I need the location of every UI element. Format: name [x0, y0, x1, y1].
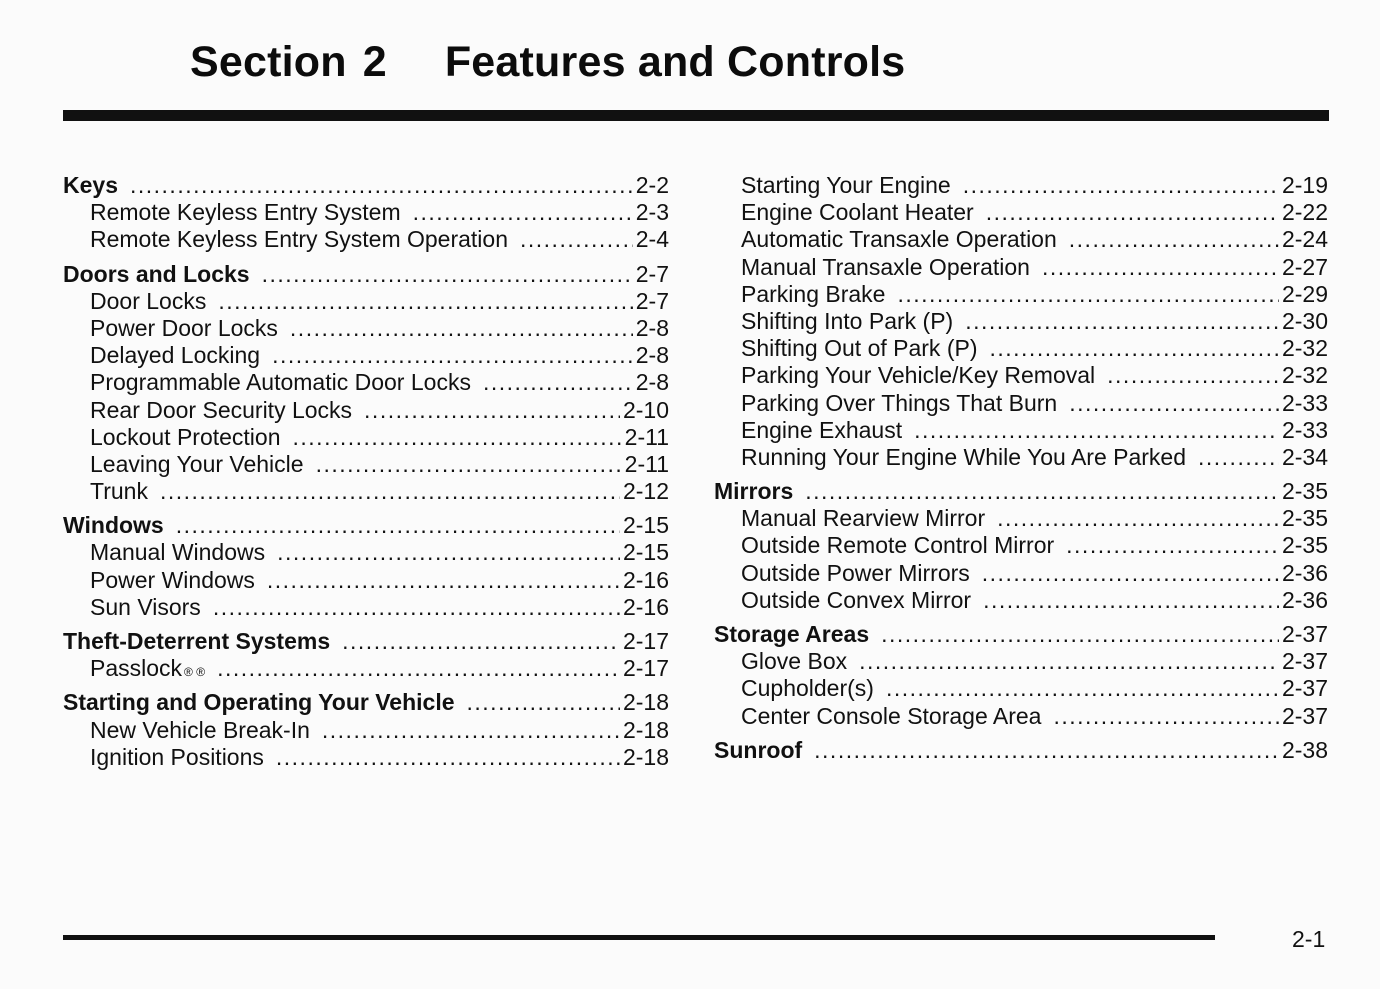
toc-entry-page: 2-35	[1281, 478, 1328, 505]
toc-entry-shifting-into-park-p[interactable]	[714, 308, 1328, 335]
toc-entry-label: Remote Keyless Entry System	[90, 199, 401, 226]
toc-entry-label: Outside Convex Mirror	[741, 586, 972, 613]
toc-entry-parking-over-things-that-burn[interactable]	[714, 390, 1328, 417]
toc-entry-glove-box[interactable]	[714, 648, 1328, 675]
toc-entry-theft-deterrent-systems[interactable]	[63, 628, 669, 655]
dot-leader	[520, 226, 633, 253]
footer-rule	[63, 935, 1215, 940]
toc-entry-label: Lockout Protection	[90, 423, 281, 450]
toc-entry-trunk[interactable]	[63, 478, 669, 505]
toc-entry-page: 2-32	[1281, 335, 1328, 362]
toc-entry-label: Manual Rearview Mirror	[741, 505, 986, 532]
toc-entry-ignition-positions[interactable]	[63, 744, 669, 771]
toc-entry-door-locks[interactable]	[63, 288, 669, 315]
dot-leader	[963, 172, 1279, 199]
toc-entry-label: Automatic Transaxle Operation	[741, 226, 1057, 253]
dot-leader	[217, 655, 620, 682]
toc-entry-label: Power Windows	[90, 566, 255, 593]
toc-entry-label: Delayed Locking	[90, 342, 261, 369]
dot-leader	[364, 397, 620, 424]
toc-entry-label: Shifting Out of Park (P)	[741, 335, 978, 362]
dot-leader	[342, 628, 620, 655]
toc-entry-page: 2-33	[1281, 389, 1328, 416]
toc-entry-power-windows[interactable]	[63, 567, 669, 594]
toc-entry-doors-and-locks[interactable]	[63, 261, 669, 288]
toc-entry-page: 2-38	[1281, 736, 1328, 763]
toc-column-right	[714, 172, 1328, 764]
toc-entry-cupholder-s[interactable]	[714, 675, 1328, 702]
toc-entry-label: Rear Door Security Locks	[90, 396, 353, 423]
toc-entry-parking-brake[interactable]	[714, 281, 1328, 308]
toc-entry-label: Door Locks	[90, 287, 207, 314]
toc-entry-lockout-protection[interactable]	[63, 424, 669, 451]
dot-leader	[914, 417, 1279, 444]
toc-entry-outside-power-mirrors[interactable]	[714, 560, 1328, 587]
toc-entry-page: 2-37	[1281, 702, 1328, 729]
toc-entry-page: 2-10	[622, 396, 669, 423]
toc-entry-leaving-your-vehicle[interactable]	[63, 451, 669, 478]
toc-entry-page: 2-32	[1281, 362, 1328, 389]
toc-entry-engine-exhaust[interactable]	[714, 417, 1328, 444]
toc-entry-page: 2-15	[622, 539, 669, 566]
toc-entry-label: Parking Brake	[741, 280, 886, 307]
toc-entry-page: 2-27	[1281, 253, 1328, 280]
toc-entry-engine-coolant-heater[interactable]	[714, 199, 1328, 226]
dot-leader	[293, 424, 622, 451]
toc-entry-sunroof[interactable]	[714, 737, 1328, 764]
dot-leader	[881, 621, 1279, 648]
dot-leader	[986, 199, 1279, 226]
dot-leader	[1053, 703, 1278, 730]
toc-entry-manual-windows[interactable]	[63, 539, 669, 566]
dot-leader	[965, 308, 1279, 335]
toc-entry-page: 2-18	[622, 716, 669, 743]
dot-leader	[267, 567, 620, 594]
dot-leader	[130, 172, 633, 199]
toc-entry-page: 2-37	[1281, 621, 1328, 647]
toc-entry-page: 2-15	[622, 512, 669, 539]
dot-leader	[322, 717, 620, 744]
toc-entry-label: Shifting Into Park (P)	[741, 307, 954, 334]
dot-leader	[1069, 390, 1279, 417]
dot-leader	[290, 315, 633, 342]
toc-entry-label: Glove Box	[741, 648, 848, 675]
dot-leader	[1069, 226, 1279, 253]
toc-entry-page: 2-35	[1281, 532, 1328, 559]
toc-entry-label: Ignition Positions	[90, 743, 264, 770]
toc-column-left	[63, 172, 669, 771]
page-number: 2-1	[1292, 926, 1326, 952]
toc-entry-page: 2-16	[622, 566, 669, 593]
toc-entry-label: Engine Coolant Heater	[741, 199, 974, 226]
toc-entry-page: 2-19	[1281, 172, 1328, 198]
toc-entry-label: Remote Keyless Entry System Operation	[90, 226, 508, 253]
toc-entry-page: 2-37	[1281, 648, 1328, 675]
toc-entry-page: 2-18	[622, 743, 669, 770]
toc-entry-label: Running Your Engine While You Are Parked	[741, 443, 1186, 470]
toc-entry-label: Trunk	[90, 478, 148, 505]
dot-leader	[983, 587, 1279, 614]
toc-entry-programmable-automatic-door-locks[interactable]	[63, 369, 669, 396]
dot-leader	[160, 478, 620, 505]
toc-entry-outside-remote-control-mirror[interactable]	[714, 532, 1328, 559]
toc-entry-page: 2-33	[1281, 416, 1328, 443]
dot-leader	[218, 288, 632, 315]
toc-entry-page: 2-8	[635, 369, 669, 396]
toc-entry-label: Outside Remote Control Mirror	[741, 532, 1055, 559]
section-title: Features and Controls	[444, 38, 906, 86]
dot-leader	[1042, 254, 1279, 281]
toc-entry-page: 2-36	[1281, 586, 1328, 613]
section-label: Section	[190, 38, 347, 86]
dot-leader	[1066, 532, 1279, 559]
toc-entry-label: Engine Exhaust	[741, 416, 903, 443]
toc-entry-page: 2-11	[624, 450, 669, 477]
header-rule	[63, 110, 1329, 121]
toc-entry-label: Sunroof	[714, 736, 803, 763]
toc-entry-page: 2-11	[624, 423, 669, 450]
toc-entry-delayed-locking[interactable]	[63, 342, 669, 369]
toc-entry-label: Parking Your Vehicle/Key Removal	[741, 362, 1096, 389]
toc-entry-label: Cupholder(s)	[741, 675, 874, 702]
toc-entry-running-your-engine-while-you-are-parked[interactable]	[714, 444, 1328, 471]
toc-entry-page: 2-24	[1281, 226, 1328, 253]
dot-leader	[413, 199, 633, 226]
dot-leader	[989, 335, 1278, 362]
toc-entry-outside-convex-mirror[interactable]	[714, 587, 1328, 614]
toc-entry-remote-keyless-entry-system[interactable]	[63, 199, 669, 226]
toc-entry-page: 2-16	[622, 593, 669, 620]
toc-entry-parking-your-vehicle-key-removal[interactable]	[714, 362, 1328, 389]
toc-entry-page: 2-17	[622, 655, 669, 682]
toc-entry-page: 2-37	[1281, 675, 1328, 702]
registered-mark: ® ®	[184, 665, 206, 680]
toc-entry-page: 2-12	[622, 478, 669, 505]
dot-leader	[213, 594, 620, 621]
toc-entry-page: 2-7	[635, 287, 669, 314]
toc-entry-automatic-transaxle-operation[interactable]	[714, 226, 1328, 253]
toc-entry-page: 2-4	[635, 226, 669, 253]
toc-entry-page: 2-8	[635, 314, 669, 341]
dot-leader	[1107, 362, 1279, 389]
dot-leader	[997, 505, 1279, 532]
toc-entry-power-door-locks[interactable]	[63, 315, 669, 342]
toc-entry-page: 2-2	[635, 172, 669, 198]
toc-entry-label: Parking Over Things That Burn	[741, 389, 1058, 416]
toc-entry-center-console-storage-area[interactable]	[714, 703, 1328, 730]
toc-entry-remote-keyless-entry-system-operation[interactable]	[63, 226, 669, 253]
toc-entry-label: Keys	[63, 172, 118, 198]
toc-entry-page: 2-30	[1281, 307, 1328, 334]
toc-entry-label: Power Door Locks	[90, 314, 278, 341]
toc-entry-label: Manual Windows	[90, 539, 266, 566]
toc-entry-label: Leaving Your Vehicle	[90, 450, 304, 477]
dot-leader	[897, 281, 1278, 308]
section-heading	[190, 38, 905, 87]
toc-entry-label: Theft-Deterrent Systems	[63, 628, 331, 654]
toc-entry-mirrors[interactable]	[714, 478, 1328, 505]
toc-entry-page: 2-8	[635, 342, 669, 369]
toc-entry-label: Doors and Locks	[63, 260, 250, 287]
dot-leader	[1198, 444, 1279, 471]
dot-leader	[483, 369, 633, 396]
toc-entry-keys[interactable]	[63, 172, 669, 199]
toc-entry-page: 2-36	[1281, 559, 1328, 586]
dot-leader	[805, 478, 1279, 505]
dot-leader	[886, 675, 1279, 702]
toc-entry-label: Starting Your Engine	[741, 172, 951, 198]
dot-leader	[276, 744, 620, 771]
toc-entry-label: Mirrors	[714, 478, 794, 505]
toc-entry-page: 2-3	[635, 199, 669, 226]
section-number: 2	[362, 38, 387, 86]
dot-leader	[277, 539, 620, 566]
toc-entry-new-vehicle-break-in[interactable]	[63, 717, 669, 744]
toc-entry-starting-your-engine[interactable]	[714, 172, 1328, 199]
toc-entry-label: Storage Areas	[714, 621, 870, 647]
toc-entry-page: 2-17	[622, 628, 669, 654]
toc-entry-page: 2-29	[1281, 280, 1328, 307]
toc-entry-label: New Vehicle Break-In	[90, 716, 310, 743]
toc-entry-rear-door-security-locks[interactable]	[63, 397, 669, 424]
toc-entry-label: Sun Visors	[90, 593, 201, 620]
toc-entry-manual-rearview-mirror[interactable]	[714, 505, 1328, 532]
toc-entry-shifting-out-of-park-p[interactable]	[714, 335, 1328, 362]
toc-entry-manual-transaxle-operation[interactable]	[714, 254, 1328, 281]
toc-entry-label: Passlock	[90, 655, 183, 682]
toc-entry-page: 2-34	[1281, 443, 1328, 470]
toc-entry-label: Outside Power Mirrors	[741, 559, 970, 586]
dot-leader	[982, 560, 1279, 587]
dot-leader	[176, 512, 620, 539]
toc-entry-page: 2-35	[1281, 505, 1328, 532]
toc-entry-label: Starting and Operating Your Vehicle	[63, 689, 455, 716]
dot-leader	[467, 689, 620, 716]
toc-entry-starting-and-operating-your-vehicle[interactable]	[63, 689, 669, 716]
toc-entry-storage-areas[interactable]	[714, 621, 1328, 648]
dot-leader	[272, 342, 633, 369]
dot-leader	[859, 648, 1279, 675]
dot-leader	[814, 737, 1279, 764]
dot-leader	[262, 261, 633, 288]
toc-entry-page: 2-18	[622, 689, 669, 716]
toc-entry-windows[interactable]	[63, 512, 669, 539]
toc-entry-label: Center Console Storage Area	[741, 702, 1042, 729]
dot-leader	[316, 451, 622, 478]
toc-entry-label: Windows	[63, 512, 164, 539]
toc-entry-label: Manual Transaxle Operation	[741, 253, 1030, 280]
toc-entry-sun-visors[interactable]	[63, 594, 669, 621]
toc-entry-page: 2-22	[1281, 199, 1328, 226]
toc-entry-page: 2-7	[635, 260, 669, 287]
toc-entry-passlock[interactable]	[63, 655, 669, 682]
toc-entry-label: Programmable Automatic Door Locks	[90, 369, 471, 396]
